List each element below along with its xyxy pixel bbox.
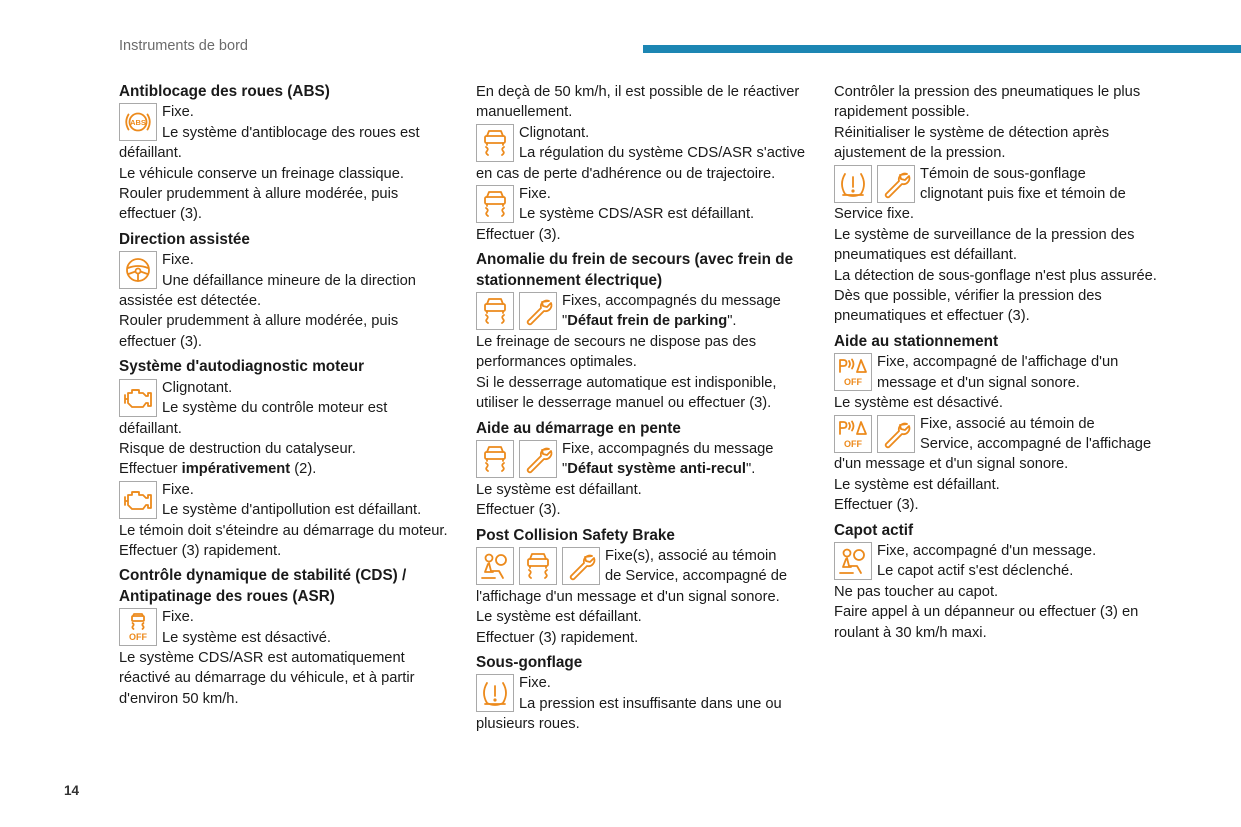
section-title-active-bonnet: Capot actif — [834, 521, 914, 539]
abs-icon-label: ABS — [130, 118, 146, 128]
text-line: Le système du contrôle moteur est défaillant. — [119, 400, 388, 437]
paragraph: Le véhicule conserve un freinage classique. — [119, 165, 404, 182]
section-underinflation-continued — [834, 82, 1164, 327]
off-label: OFF — [844, 377, 862, 388]
section-title-underinflation: Sous-gonflage — [476, 653, 583, 671]
text-line: Fixe, accompagné de l'affichage d'un — [877, 354, 1119, 371]
warning-hill-start — [476, 439, 814, 480]
message-text: Défaut système anti-recul — [567, 461, 746, 478]
text-line: Fixe(s), associé au témoin — [605, 547, 777, 564]
section-active-bonnet — [834, 521, 1164, 643]
header-title: Instruments de bord — [119, 38, 248, 54]
paragraph: Risque de destruction du catalyseur. — [119, 440, 356, 457]
text-line: Fixe. — [519, 186, 551, 203]
paragraph: Faire appel à un dépanneur ou effectuer (3) en roulant à 30 km/h maxi. — [834, 604, 1139, 641]
parking-sensor-off-icon — [834, 415, 872, 453]
section-title-steering: Direction assistée — [119, 230, 250, 248]
text-line: Fixe, associé au témoin de — [920, 415, 1095, 432]
text-line: message et d'un signal sonore. — [877, 374, 1080, 391]
section-epb — [476, 250, 814, 413]
text-line: Le système d'antiblocage des roues est défaillant. — [119, 124, 420, 162]
text-line: Fixe, accompagné d'un message. — [877, 542, 1097, 559]
paragraph: Le système CDS/ASR est automatiquement réactivé au démarrage du véhicule, et à partir d'environ 50 km/h. — [119, 649, 415, 707]
text-line: clignotant puis fixe et témoin de Service fixe. — [834, 186, 1126, 223]
paragraph: Effectuer impérativement (2). — [119, 461, 317, 478]
paragraph: Effectuer (3). — [476, 502, 561, 519]
paragraph: Rouler prudemment à allure modérée, puis effectuer (3). — [119, 186, 399, 223]
text-line: Fixes, accompagnés du message — [562, 293, 781, 310]
text-line: Le capot actif s'est déclenché. — [877, 563, 1074, 580]
section-title-engine: Système d'autodiagnostic moteur — [119, 358, 365, 376]
warning-cds-fixed — [476, 184, 814, 225]
warning-underinflation — [476, 673, 814, 734]
paragraph: Le témoin doit s'éteindre au démarrage du moteur. — [119, 522, 448, 539]
section-title-abs: Antiblocage des roues (ABS) — [119, 83, 330, 100]
engine-warning-icon — [119, 481, 157, 519]
text-line: La pression est insuffisante dans une ou plusieurs roues. — [476, 695, 782, 733]
warning-abs — [119, 102, 449, 163]
section-title-epb: Anomalie du frein de secours (avec frein de stationnement électrique) — [476, 251, 794, 289]
wrench-icon — [877, 165, 915, 203]
text-line: Clignotant. — [519, 124, 590, 141]
text-line: Fixe. — [162, 609, 194, 626]
warning-epb — [476, 291, 814, 332]
section-cds — [119, 566, 449, 709]
text-line: Fixe. — [519, 675, 551, 692]
paragraph: En deçà de 50 km/h, il est possible de le réactiver manuellement. — [476, 84, 800, 121]
section-abs — [119, 82, 449, 225]
text-line: Fixe. — [162, 252, 194, 269]
section-post-collision — [476, 526, 814, 648]
text-line: Fixe. — [162, 104, 194, 121]
section-title-hill-start: Aide au démarrage en pente — [476, 419, 681, 437]
warning-cds-off — [119, 607, 449, 648]
paragraph: Ne pas toucher au capot. — [834, 583, 999, 600]
text-line: Témoin de sous-gonflage — [920, 165, 1086, 182]
section-title-cds: Contrôle dynamique de stabilité (CDS) / Antipatinage des roues (ASR) — [119, 567, 407, 605]
warning-active-bonnet — [834, 541, 1164, 582]
tyre-pressure-icon — [476, 674, 514, 712]
warning-tyre-service — [834, 164, 1164, 225]
tyre-pressure-icon — [834, 165, 872, 203]
text-line: Clignotant. — [162, 379, 233, 396]
page-number: 14 — [64, 783, 80, 798]
cds-warning-icon — [476, 292, 514, 330]
section-engine — [119, 357, 449, 561]
paragraph: Le système est défaillant. — [834, 476, 1000, 493]
paragraph: Le freinage de secours ne dispose pas des performances optimales. — [476, 333, 757, 371]
section-parking-aid — [834, 332, 1164, 516]
cds-warning-icon — [476, 440, 514, 478]
cds-off-warning-icon — [119, 608, 157, 646]
parking-sensor-off-icon — [834, 353, 872, 391]
warning-steering — [119, 250, 449, 311]
warning-engine-fixed — [119, 480, 449, 521]
text-line: Fixe, accompagnés du message — [562, 440, 774, 457]
column-3 — [834, 82, 1164, 643]
paragraph: Le système est désactivé. — [834, 395, 1003, 412]
message-text: Défaut frein de parking — [567, 313, 728, 330]
text-line: Le système CDS/ASR est défaillant. — [519, 206, 755, 223]
airbag-person-icon — [476, 547, 514, 585]
wrench-icon — [562, 547, 600, 585]
text-line: La régulation du système CDS/ASR s'active en cas de perte d'adhérence ou de trajectoire. — [476, 145, 806, 182]
abs-warning-icon — [119, 103, 157, 141]
paragraph: La détection de sous-gonflage n'est plus assurée. — [834, 267, 1157, 284]
off-label: OFF — [129, 632, 147, 643]
engine-warning-icon — [119, 379, 157, 417]
section-cds-continued — [476, 82, 814, 245]
text-line: "Défaut frein de parking". — [562, 313, 737, 330]
warning-cds-flashing — [476, 123, 814, 184]
wrench-icon — [519, 292, 557, 330]
section-title-parking-aid: Aide au stationnement — [834, 332, 999, 350]
section-steering — [119, 230, 449, 352]
warning-engine-flashing — [119, 378, 449, 439]
wrench-icon — [877, 415, 915, 453]
warning-parking-fault — [834, 414, 1164, 475]
paragraph: Réinitialiser le système de détection après ajustement de la pression. — [834, 124, 1110, 162]
steering-warning-icon — [119, 251, 157, 289]
paragraph: Effectuer (3) rapidement. — [476, 629, 639, 646]
text-line: Le système d'antipollution est défaillant. — [162, 502, 422, 519]
text-line: Fixe. — [162, 481, 194, 498]
warning-post-collision — [476, 546, 814, 607]
text-line: Le système est désactivé. — [162, 629, 331, 646]
column-1 — [119, 82, 449, 709]
text-line: "Défaut système anti-recul". — [562, 461, 756, 478]
section-title-post-collision: Post Collision Safety Brake — [476, 526, 675, 544]
header-accent-bar — [643, 45, 1241, 53]
cds-warning-icon — [476, 124, 514, 162]
paragraph: Le système est défaillant. — [476, 609, 642, 626]
paragraph: Rouler prudemment à allure modérée, puis effectuer (3). — [119, 313, 399, 350]
off-label: OFF — [844, 438, 862, 449]
paragraph: Effectuer (3) rapidement. — [119, 542, 282, 559]
paragraph: Effectuer (3). — [834, 497, 919, 514]
airbag-person-icon — [834, 542, 872, 580]
section-underinflation — [476, 653, 814, 735]
wrench-icon — [519, 440, 557, 478]
paragraph: Le système de surveillance de la pression des pneumatiques est défaillant. — [834, 226, 1135, 264]
paragraph: Effectuer (3). — [476, 226, 561, 243]
text-line: Service, accompagné de l'affichage d'un message et d'un signal sonore. — [834, 435, 1152, 473]
warning-parking-off — [834, 352, 1164, 393]
paragraph: Dès que possible, vérifier la pression des pneumatiques et effectuer (3). — [834, 288, 1102, 325]
paragraph: Contrôler la pression des pneumatiques le plus rapidement possible. — [834, 84, 1141, 121]
paragraph: Le système est défaillant. — [476, 481, 642, 498]
section-hill-start — [476, 419, 814, 521]
emphasis: impérativement — [181, 461, 291, 478]
cds-warning-icon — [476, 185, 514, 223]
text-line: Une défaillance mineure de la direction assistée est détectée. — [119, 272, 416, 310]
cds-warning-icon — [519, 547, 557, 585]
text-line: de Service, accompagné de l'affichage d'un message et d'un signal sonore. — [476, 568, 788, 605]
column-2 — [476, 82, 814, 735]
paragraph: Si le desserrage automatique est indisponible, utiliser le desserrage manuel ou effectuer (3). — [476, 374, 777, 412]
